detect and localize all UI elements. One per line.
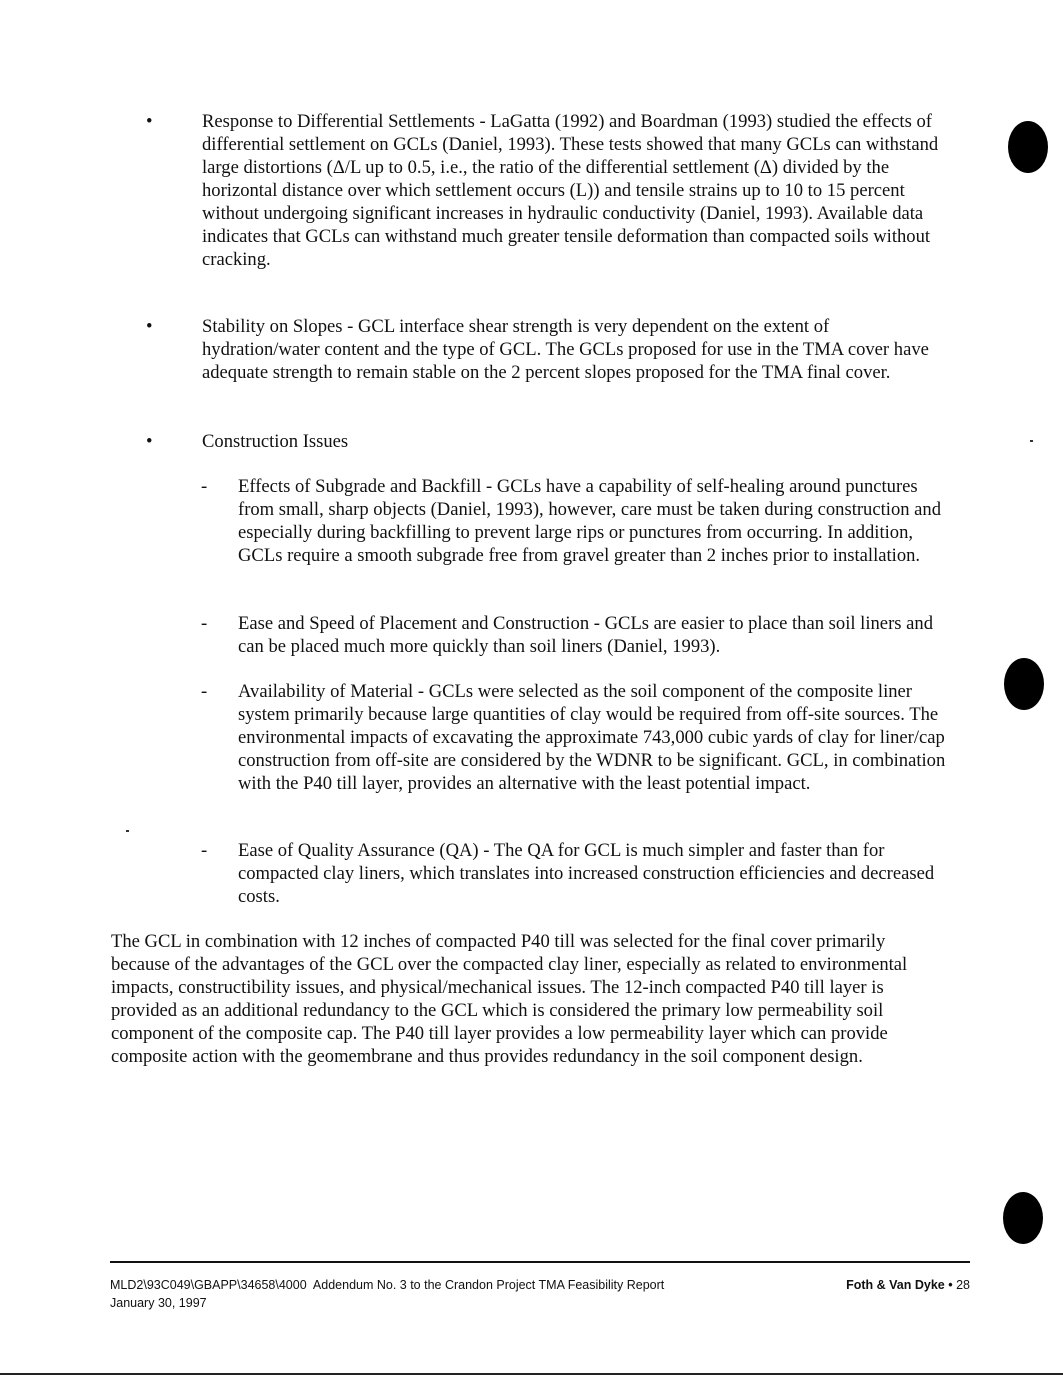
punch-hole-middle	[1004, 658, 1044, 710]
sub-item-text: Ease of Quality Assurance (QA) - The QA for GCL is much simpler and faster than for compacted clay liners, which translates into increased construction efficiencies and decreased costs.	[238, 840, 935, 907]
bullet-marker: •	[146, 316, 153, 337]
bullet-text: Response to Differential Settlements - LaGatta (1992) and Boardman (1993) studied the effects of differential settlement on GCLs (Daniel, 1993). These tests showed that many GCLs can withstand large distortions (Δ/L up to 0.5, i.e., the ratio of the differential settlement (Δ) divided by the horizontal distance over which settlement occurs (L)) and tensile strains up to 10 to 15 percent without undergoing significant increases in hydraulic conductivity (Daniel, 1993). Available data indicates that GCLs can withstand much greater tensile deformation than compacted soils without cracking.	[202, 111, 939, 270]
footer-date: January 30, 1997	[110, 1296, 207, 1310]
sub-item-text: Ease and Speed of Placement and Construction - GCLs are easier to place than soil liners and can be placed much more quickly than soil liners (Daniel, 1993).	[238, 613, 933, 657]
footer-firm-page	[830, 1277, 970, 1294]
closing-paragraph: The GCL in combination with 12 inches of compacted P40 till was selected for the final cover primarily because of the advantages of the GCL over the compacted clay liner, especially as related to environmental impacts, constructibility issues, and physical/mechanical issues. The 12-inch compacted P40 till layer is provided as an additional redundancy to the GCL which is considered the primary low permeability soil component of the composite cap. The P40 till layer provides a low permeability layer which can provide composite action with the geomembrane and thus provides redundancy in the soil component design.	[111, 931, 908, 1067]
bullet-marker: •	[146, 431, 153, 452]
punch-hole-bottom	[1003, 1192, 1043, 1244]
dash-marker: -	[201, 476, 208, 497]
dash-marker: -	[201, 613, 208, 634]
footer-doc-ref: MLD2\93C049\GBAPP\34658\4000 Addendum No. 3 to the Crandon Project TMA Feasibility Report	[110, 1278, 665, 1292]
bullet-marker: •	[146, 111, 153, 132]
dash-marker: -	[201, 840, 208, 861]
footer-firm: Foth & Van Dyke	[846, 1278, 945, 1292]
footer-page-number: 28	[956, 1278, 970, 1292]
punch-hole-top	[1008, 121, 1048, 173]
footer-rule	[110, 1261, 970, 1263]
scan-speck	[126, 830, 129, 832]
sub-item-text: Effects of Subgrade and Backfill - GCLs have a capability of self-healing around punctures from small, sharp objects (Daniel, 1993), however, care must be taken during construction and especially during backfilling to prevent large rips or punctures from occurring. In addition, GCLs require a smooth subgrade free from gravel greater than 2 inches prior to installation.	[238, 476, 942, 566]
scan-speck	[1030, 440, 1033, 442]
dash-marker: -	[201, 681, 208, 702]
sub-item-text: Availability of Material - GCLs were selected as the soil component of the composite liner system primarily because large quantities of clay would be required from off-site sources. The environmental impacts of excavating the approximate 743,000 cubic yards of clay for liner/cap construction from off-site are considered by the WDNR to be significant. GCL, in combination with the P40 till layer, provides an alternative with the least potential impact.	[238, 681, 946, 794]
footer-separator: •	[948, 1278, 953, 1292]
bullet-text: Stability on Slopes - GCL interface shear strength is very dependent on the extent of hydration/water content and the type of GCL. The GCLs proposed for use in the TMA cover have adequate strength to remain stable on the 2 percent slopes proposed for the TMA final cover.	[202, 316, 929, 383]
bullet-text: Construction Issues	[202, 431, 349, 452]
scan-edge-line	[0, 1373, 1063, 1375]
